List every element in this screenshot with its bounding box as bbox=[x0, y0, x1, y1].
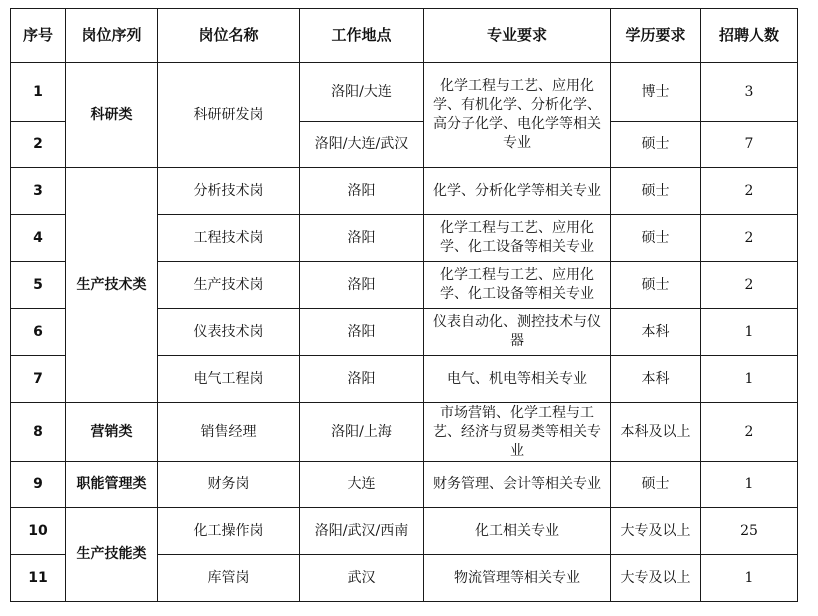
position-sequence: 职能管理类 bbox=[66, 462, 158, 508]
position-sequence: 科研类 bbox=[66, 63, 158, 168]
work-location: 洛阳 bbox=[300, 215, 424, 262]
education-requirement: 大专及以上 bbox=[611, 508, 701, 555]
hiring-count: 3 bbox=[701, 63, 798, 122]
work-location: 洛阳/大连 bbox=[300, 63, 424, 122]
major-requirement: 电气、机电等相关专业 bbox=[424, 356, 611, 403]
education-requirement: 本科 bbox=[611, 356, 701, 403]
hiring-count: 25 bbox=[701, 508, 798, 555]
position-name: 销售经理 bbox=[158, 403, 300, 462]
major-requirement: 财务管理、会计等相关专业 bbox=[424, 462, 611, 508]
position-name: 电气工程岗 bbox=[158, 356, 300, 403]
education-requirement: 硕士 bbox=[611, 122, 701, 168]
major-requirement: 化工相关专业 bbox=[424, 508, 611, 555]
major-requirement: 市场营销、化学工程与工艺、经济与贸易类等相关专业 bbox=[424, 403, 611, 462]
header-work-location: 工作地点 bbox=[300, 9, 424, 63]
position-name: 工程技术岗 bbox=[158, 215, 300, 262]
row-no: 3 bbox=[11, 168, 66, 215]
table-header-row bbox=[11, 9, 798, 63]
position-name: 科研研发岗 bbox=[158, 63, 300, 168]
hiring-count: 1 bbox=[701, 462, 798, 508]
table-row bbox=[11, 168, 798, 215]
header-position-sequence: 岗位序列 bbox=[66, 9, 158, 63]
major-requirement: 物流管理等相关专业 bbox=[424, 555, 611, 602]
work-location: 洛阳 bbox=[300, 356, 424, 403]
row-no: 9 bbox=[11, 462, 66, 508]
education-requirement: 本科 bbox=[611, 309, 701, 356]
education-requirement: 大专及以上 bbox=[611, 555, 701, 602]
work-location: 洛阳/大连/武汉 bbox=[300, 122, 424, 168]
major-requirement: 化学工程与工艺、应用化学、化工设备等相关专业 bbox=[424, 215, 611, 262]
position-sequence: 营销类 bbox=[66, 403, 158, 462]
work-location: 洛阳 bbox=[300, 309, 424, 356]
hiring-count: 2 bbox=[701, 215, 798, 262]
hiring-count: 2 bbox=[701, 168, 798, 215]
header-major-requirement: 专业要求 bbox=[424, 9, 611, 63]
position-name: 财务岗 bbox=[158, 462, 300, 508]
table-row bbox=[11, 462, 798, 508]
education-requirement: 硕士 bbox=[611, 462, 701, 508]
row-no: 8 bbox=[11, 403, 66, 462]
position-sequence: 生产技能类 bbox=[66, 508, 158, 602]
row-no: 6 bbox=[11, 309, 66, 356]
major-requirement: 仪表自动化、测控技术与仪器 bbox=[424, 309, 611, 356]
hiring-count: 1 bbox=[701, 356, 798, 403]
row-no: 10 bbox=[11, 508, 66, 555]
position-name: 分析技术岗 bbox=[158, 168, 300, 215]
position-name: 库管岗 bbox=[158, 555, 300, 602]
work-location: 洛阳 bbox=[300, 262, 424, 309]
major-requirement: 化学工程与工艺、应用化学、有机化学、分析化学、高分子化学、电化学等相关专业 bbox=[424, 63, 611, 168]
education-requirement: 硕士 bbox=[611, 215, 701, 262]
row-no: 2 bbox=[11, 122, 66, 168]
work-location: 洛阳/上海 bbox=[300, 403, 424, 462]
header-hiring-count: 招聘人数 bbox=[701, 9, 798, 63]
row-no: 1 bbox=[11, 63, 66, 122]
major-requirement: 化学、分析化学等相关专业 bbox=[424, 168, 611, 215]
table-row bbox=[11, 403, 798, 462]
work-location: 武汉 bbox=[300, 555, 424, 602]
hiring-count: 7 bbox=[701, 122, 798, 168]
row-no: 11 bbox=[11, 555, 66, 602]
hiring-count: 2 bbox=[701, 262, 798, 309]
recruitment-table bbox=[10, 8, 798, 602]
table-row bbox=[11, 63, 798, 122]
row-no: 7 bbox=[11, 356, 66, 403]
education-requirement: 博士 bbox=[611, 63, 701, 122]
education-requirement: 本科及以上 bbox=[611, 403, 701, 462]
header-position-name: 岗位名称 bbox=[158, 9, 300, 63]
position-sequence: 生产技术类 bbox=[66, 168, 158, 403]
position-name: 化工操作岗 bbox=[158, 508, 300, 555]
row-no: 4 bbox=[11, 215, 66, 262]
header-education-requirement: 学历要求 bbox=[611, 9, 701, 63]
work-location: 洛阳 bbox=[300, 168, 424, 215]
position-name: 生产技术岗 bbox=[158, 262, 300, 309]
header-seq-no: 序号 bbox=[11, 9, 66, 63]
work-location: 大连 bbox=[300, 462, 424, 508]
row-no: 5 bbox=[11, 262, 66, 309]
hiring-count: 1 bbox=[701, 555, 798, 602]
table-row bbox=[11, 508, 798, 555]
hiring-count: 2 bbox=[701, 403, 798, 462]
education-requirement: 硕士 bbox=[611, 168, 701, 215]
position-name: 仪表技术岗 bbox=[158, 309, 300, 356]
major-requirement: 化学工程与工艺、应用化学、化工设备等相关专业 bbox=[424, 262, 611, 309]
hiring-count: 1 bbox=[701, 309, 798, 356]
work-location: 洛阳/武汉/西南 bbox=[300, 508, 424, 555]
education-requirement: 硕士 bbox=[611, 262, 701, 309]
